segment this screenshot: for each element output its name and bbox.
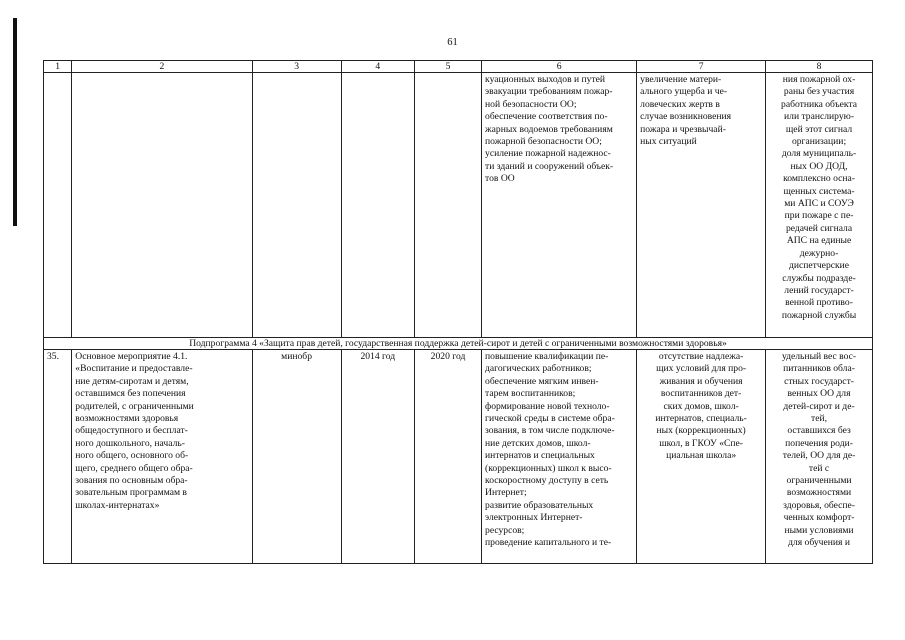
text-line: дежурно-: [799, 247, 839, 259]
text-line: стных государст-: [784, 375, 854, 387]
text-line: щего, среднего общего обра-: [75, 462, 193, 474]
text-line: ловеческих жертв в: [640, 98, 720, 110]
text-line: развитие образовательных: [485, 499, 594, 511]
cell-activity-name: [72, 350, 252, 564]
text-line: лений государст-: [784, 284, 854, 296]
text-line: ти зданий и сооружений объек-: [485, 160, 614, 172]
text-line: ресурсов;: [485, 524, 525, 536]
text-line: ных ситуаций: [640, 136, 697, 148]
text-line: ной безопасности ОО;: [485, 98, 577, 110]
activities-table: [43, 60, 873, 564]
text-line: зования по основным обра-: [75, 475, 188, 487]
text-line: зования, в том числе подключе-: [485, 425, 615, 437]
text-line: ного общего, основного об-: [75, 450, 189, 462]
text-line: циальная школа»: [666, 450, 737, 462]
cell-measures-continued: [482, 73, 637, 338]
text-line: комплексно осна-: [783, 173, 855, 185]
text-line: оставшихся без: [787, 425, 851, 437]
text-line: оставшимся без попечения: [75, 388, 186, 400]
text-line: АПС на единые: [786, 235, 852, 247]
text-line: питанников обла-: [783, 363, 855, 375]
column-number-header-row: [44, 61, 873, 73]
text-line: возможностями здоровья: [75, 413, 179, 425]
text-line: ального ущерба и че-: [640, 86, 728, 98]
text-line: ние детских домов, школ-: [485, 437, 591, 449]
cell-indicators-continued: [766, 73, 873, 338]
text-line: тей,: [811, 413, 828, 425]
subprogram-row: [44, 338, 873, 350]
text-line: родителей, с ограниченными: [75, 400, 194, 412]
text-line: щих условий для про-: [656, 363, 747, 375]
text-line: ных (коррекционных): [656, 425, 746, 437]
column-header-3: 3: [252, 61, 341, 73]
column-header-2: 2: [72, 61, 252, 73]
text-line: «Воспитание и предоставле-: [75, 363, 193, 375]
text-line: для обучения и: [788, 537, 850, 549]
text-line: тей с: [808, 462, 830, 474]
text-line: организации;: [791, 136, 847, 148]
cell-empty: [44, 73, 72, 338]
cell-start-year: 2014 год: [341, 350, 414, 564]
text-line: венной противо-: [785, 297, 853, 309]
text-line: усиление пожарной надежнос-: [485, 148, 611, 160]
subprogram-title: Подпрограмма 4 «Защита прав детей, государственная поддержка детей-сирот и детей с ограниченными возможностями здоровья»: [44, 338, 873, 350]
text-line: щей этот сигнал: [785, 123, 853, 135]
column-header-7: 7: [637, 61, 766, 73]
scan-margin-bar: [13, 18, 17, 226]
column-header-1: 1: [44, 61, 72, 73]
text-line: возможностями: [786, 487, 852, 499]
text-line: детей-сирот и де-: [783, 400, 855, 412]
text-line: проведение капитального и те-: [485, 537, 612, 549]
text-line: живания и обучения: [659, 375, 743, 387]
cell-empty: [72, 73, 252, 338]
text-line: ских домов, школ-: [663, 400, 739, 412]
text-line: повышение квалификации пе-: [485, 351, 609, 362]
text-line: воспитанников дет-: [660, 388, 742, 400]
text-line: пожара и чрезвычай-: [640, 123, 726, 135]
text-line: гической среды в системе обра-: [485, 413, 615, 425]
text-line: зовательным программам в: [75, 487, 187, 499]
text-line: ных ОО ДОД,: [790, 160, 848, 172]
text-line: Интернет;: [485, 487, 527, 499]
text-line: работника объекта: [781, 98, 858, 110]
text-line: при пожаре с пе-: [784, 210, 854, 222]
text-line: электронных Интернет-: [485, 512, 583, 524]
page-number: 61: [447, 37, 458, 48]
cell-indicators: [766, 350, 873, 564]
text-line: тов ОО: [485, 173, 515, 185]
text-line: ного дошкольного, началь-: [75, 437, 185, 449]
cell-end-year: 2020 год: [414, 350, 481, 564]
column-header-8: 8: [766, 61, 873, 73]
text-line: интернатов, специаль-: [655, 413, 747, 425]
text-line: Основное мероприятие 4.1.: [75, 351, 188, 362]
table-row-35: [44, 350, 873, 564]
row-number: 35.: [44, 350, 72, 564]
text-line: ние детям-сиротам и детям,: [75, 375, 189, 387]
text-line: школах-интернатах»: [75, 499, 160, 511]
text-line: пожарной службы: [781, 309, 857, 321]
text-line: дагогических работников;: [485, 363, 592, 375]
text-line: ченных комфорт-: [783, 512, 855, 524]
text-line: обеспечение мягким инвен-: [485, 375, 599, 387]
text-line: ния пожарной ох-: [782, 74, 856, 85]
text-line: ными условиями: [784, 524, 854, 536]
text-line: жарных водоемов требованиям: [485, 123, 613, 135]
text-line: эвакуации требованиям пожар-: [485, 86, 613, 98]
text-line: случае возникновения: [640, 111, 732, 123]
cell-empty: [414, 73, 481, 338]
text-line: ограниченными: [786, 475, 852, 487]
text-line: попечения роди-: [785, 437, 853, 449]
text-line: увеличение матери-: [640, 74, 722, 85]
text-line: раны без участия: [783, 86, 855, 98]
column-header-6: 6: [482, 61, 637, 73]
cell-measures: [482, 350, 637, 564]
text-line: доля муниципаль-: [781, 148, 857, 160]
text-line: общедоступного и бесплат-: [75, 425, 188, 437]
cell-executor: минобр: [252, 350, 341, 564]
column-header-5: 5: [414, 61, 481, 73]
text-line: или транслирую-: [784, 111, 855, 123]
text-line: удельный вес вос-: [781, 351, 857, 362]
text-line: редачей сигнала: [785, 222, 853, 234]
text-line: телей, ОО для де-: [782, 450, 856, 462]
text-line: формирование новой техноло-: [485, 400, 610, 412]
text-line: пожарной безопасности ОО;: [485, 136, 602, 148]
column-header-4: 4: [341, 61, 414, 73]
text-line: диспетчерские: [789, 260, 850, 272]
cell-consequences-continued: [637, 73, 766, 338]
text-line: коскоростному доступу в сеть: [485, 475, 609, 487]
text-line: школ, в ГКОУ «Спе-: [659, 437, 744, 449]
cell-empty: [341, 73, 414, 338]
text-line: интернатов и специальных: [485, 450, 595, 462]
text-line: отсутствие надлежа-: [658, 351, 744, 362]
text-line: щенных система-: [783, 185, 855, 197]
table-row-continued: [44, 73, 873, 338]
cell-empty: [252, 73, 341, 338]
text-line: куационных выходов и путей: [485, 74, 606, 85]
text-line: тарем воспитанников;: [485, 388, 576, 400]
text-line: венных ОО для: [787, 388, 851, 400]
text-line: ми АПС и СОУЭ: [784, 198, 854, 210]
text-line: службы подразде-: [782, 272, 856, 284]
text-line: (коррекционных) школ к высо-: [485, 462, 612, 474]
text-line: обеспечение соответствия по-: [485, 111, 608, 123]
cell-consequences: [637, 350, 766, 564]
text-line: здоровья, обеспе-: [783, 499, 855, 511]
